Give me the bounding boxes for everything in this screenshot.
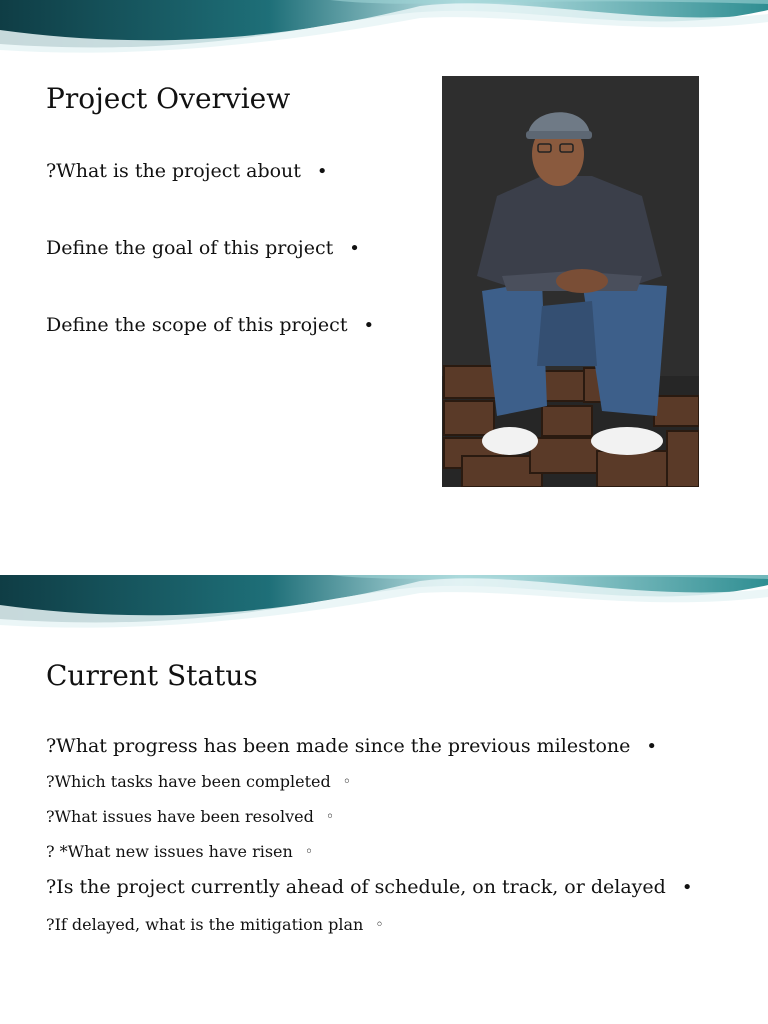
list-item	[46, 160, 328, 182]
list-item	[46, 876, 692, 898]
bullet-text: ? *What new issues have risen	[46, 842, 293, 861]
bullet-text: ?What issues have been resolved	[46, 807, 314, 826]
bullet-circle-icon: ◦	[342, 773, 351, 790]
list-item	[46, 915, 384, 934]
page-title: Current Status	[46, 659, 258, 692]
list-item	[46, 237, 360, 259]
bullet-text: ?If delayed, what is the mitigation plan	[46, 915, 364, 934]
list-item	[46, 314, 374, 336]
bullet-dot-icon: •	[681, 876, 693, 898]
list-item	[46, 842, 313, 861]
bullet-circle-icon: ◦	[375, 916, 384, 933]
bullet-text: ?Which tasks have been completed	[46, 772, 331, 791]
bullet-dot-icon: •	[363, 314, 375, 336]
list-item	[46, 807, 334, 826]
list-item	[46, 735, 657, 757]
list-item	[46, 772, 351, 791]
bullet-text: Define the goal of this project	[46, 237, 334, 259]
bullet-circle-icon: ◦	[325, 808, 335, 825]
page-title: Project Overview	[46, 82, 291, 115]
bullet-text: Define the scope of this project	[46, 314, 348, 336]
bullet-dot-icon: •	[349, 237, 360, 259]
wave-banner	[0, 0, 768, 58]
bullet-dot-icon: •	[646, 735, 657, 757]
slide-project-overview	[0, 0, 768, 500]
wave-banner	[0, 575, 768, 633]
slide-current-status	[0, 575, 768, 1024]
bullet-text: ?What is the project about	[46, 160, 301, 182]
bullet-dot-icon: •	[316, 160, 328, 182]
person-photo-icon	[442, 76, 699, 487]
bullet-text: ?Is the project currently ahead of schedule, on track, or delayed	[46, 876, 666, 898]
bullet-circle-icon: ◦	[304, 843, 314, 860]
bullet-text: ?What progress has been made since the previous milestone	[46, 735, 631, 757]
